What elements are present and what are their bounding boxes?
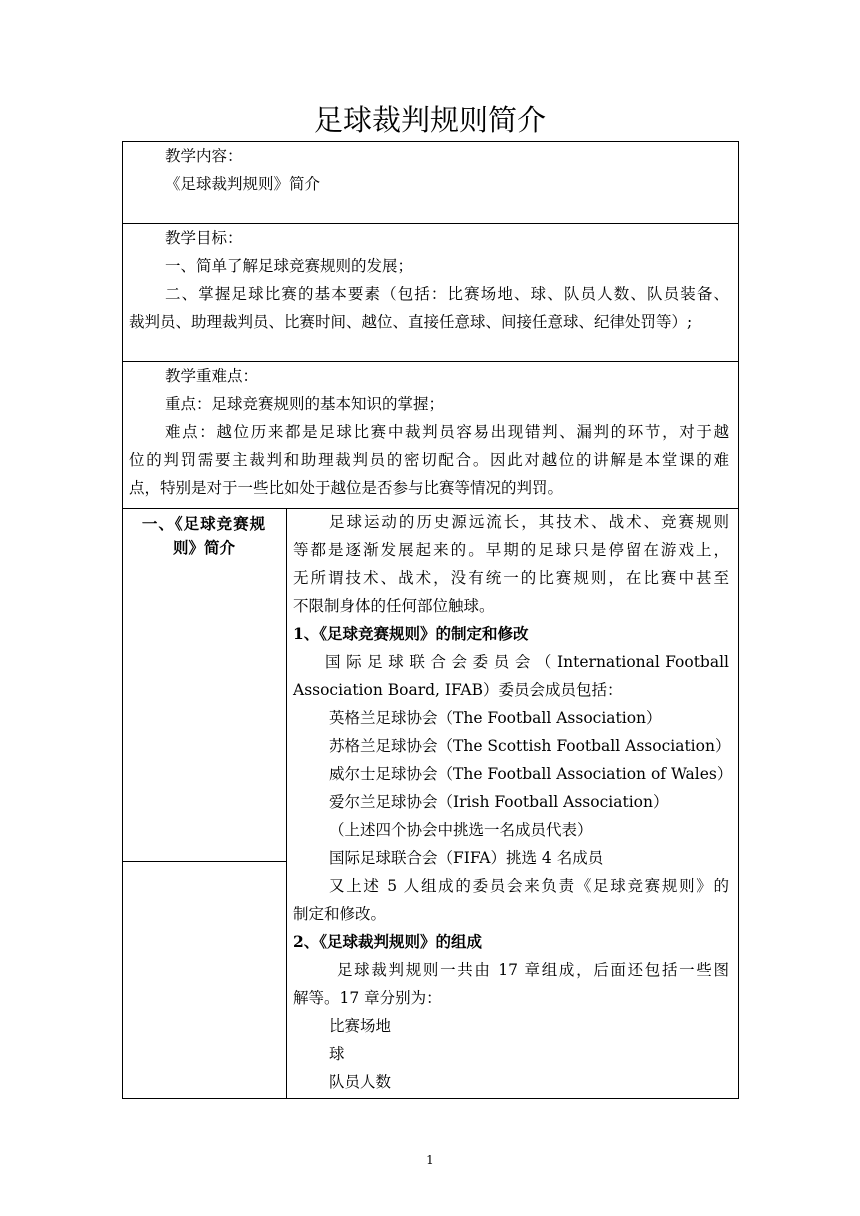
body-paragraph: 又上述 5 人组成的委员会来负责《足球竞赛规则》的 — [329, 877, 729, 895]
body-paragraph: 足球运动的历史源远流长，其技术、战术、竞赛规则 — [329, 513, 729, 531]
keypoints-heading: 教学重难点： — [165, 367, 259, 385]
difficult-point: 难点：越位历来都是足球比赛中裁判员容易出现错判、漏判的环节，对于越 — [165, 423, 729, 441]
objective-item-cont: 裁判员、助理裁判员、比赛时间、越位、直接任意球、间接任意球、纪律处罚等）; — [129, 313, 693, 331]
page-title: 足球裁判规则简介 — [313, 103, 546, 137]
body-paragraph: Association Board, IFAB）委员会成员包括： — [293, 681, 623, 699]
body-paragraph: 等都是逐渐发展起来的。早期的足球只是停留在游戏上， — [293, 541, 729, 559]
body-paragraph: 制定和修改。 — [293, 905, 387, 923]
chapter-item: 队员人数 — [329, 1073, 392, 1091]
section-title: 一、《足球竞赛规 — [141, 514, 267, 533]
subsection-heading: 1、《足球竞赛规则》的制定和修改 — [293, 624, 529, 643]
objectives-heading: 教学目标： — [165, 229, 243, 247]
member-item: 威尔士足球协会（The Football Association of Wales） — [329, 765, 733, 783]
subsection-heading: 2、《足球裁判规则》的组成 — [293, 932, 483, 951]
objective-item: 一、简单了解足球竞赛规则的发展； — [165, 257, 414, 275]
column-divider — [286, 508, 287, 1099]
difficult-point-cont: 位的判罚需要主裁判和助理裁判员的密切配合。因此对越位的讲解是本堂课的难 — [129, 451, 729, 469]
key-point: 重点：足球竞赛规则的基本知识的掌握； — [165, 395, 445, 413]
member-item: 英格兰足球协会（The Football Association） — [329, 709, 662, 727]
body-paragraph: 解等。17 章分别为： — [293, 989, 442, 1007]
chapter-item: 比赛场地 — [329, 1017, 392, 1035]
member-note: （上述四个协会中挑选一名成员代表） — [329, 821, 593, 839]
chapter-item: 球 — [329, 1045, 345, 1063]
page-number: 1 — [426, 1153, 434, 1167]
body-paragraph: 国 际 足 球 联 合 会 委 员 会 （ International Football — [325, 653, 729, 671]
content-heading: 教学内容： — [165, 147, 243, 165]
difficult-point-cont: 点，特别是对于一些比如处于越位是否参与比赛等情况的判罚。 — [129, 479, 564, 497]
body-paragraph: 足球裁判规则一共由 17 章组成，后面还包括一些图 — [337, 961, 729, 979]
content-line: 《足球裁判规则》简介 — [165, 175, 321, 193]
body-paragraph: 无所谓技术、战术，没有统一的比赛规则，在比赛中甚至 — [293, 569, 729, 587]
body-paragraph: 不限制身体的任何部位触球。 — [293, 597, 495, 615]
row-divider — [122, 508, 739, 509]
member-item: 苏格兰足球协会（The Scottish Football Association） — [329, 737, 731, 755]
left-cell-divider — [122, 861, 286, 862]
section-title-cont: 则》简介 — [172, 538, 235, 557]
member-item: 国际足球联合会（FIFA）挑选 4 名成员 — [329, 849, 604, 867]
member-item: 爱尔兰足球协会（Irish Football Association） — [329, 793, 669, 811]
row-divider — [122, 361, 739, 362]
objective-item: 二、掌握足球比赛的基本要素（包括：比赛场地、球、队员人数、队员装备、 — [165, 285, 729, 303]
row-divider — [122, 223, 739, 224]
